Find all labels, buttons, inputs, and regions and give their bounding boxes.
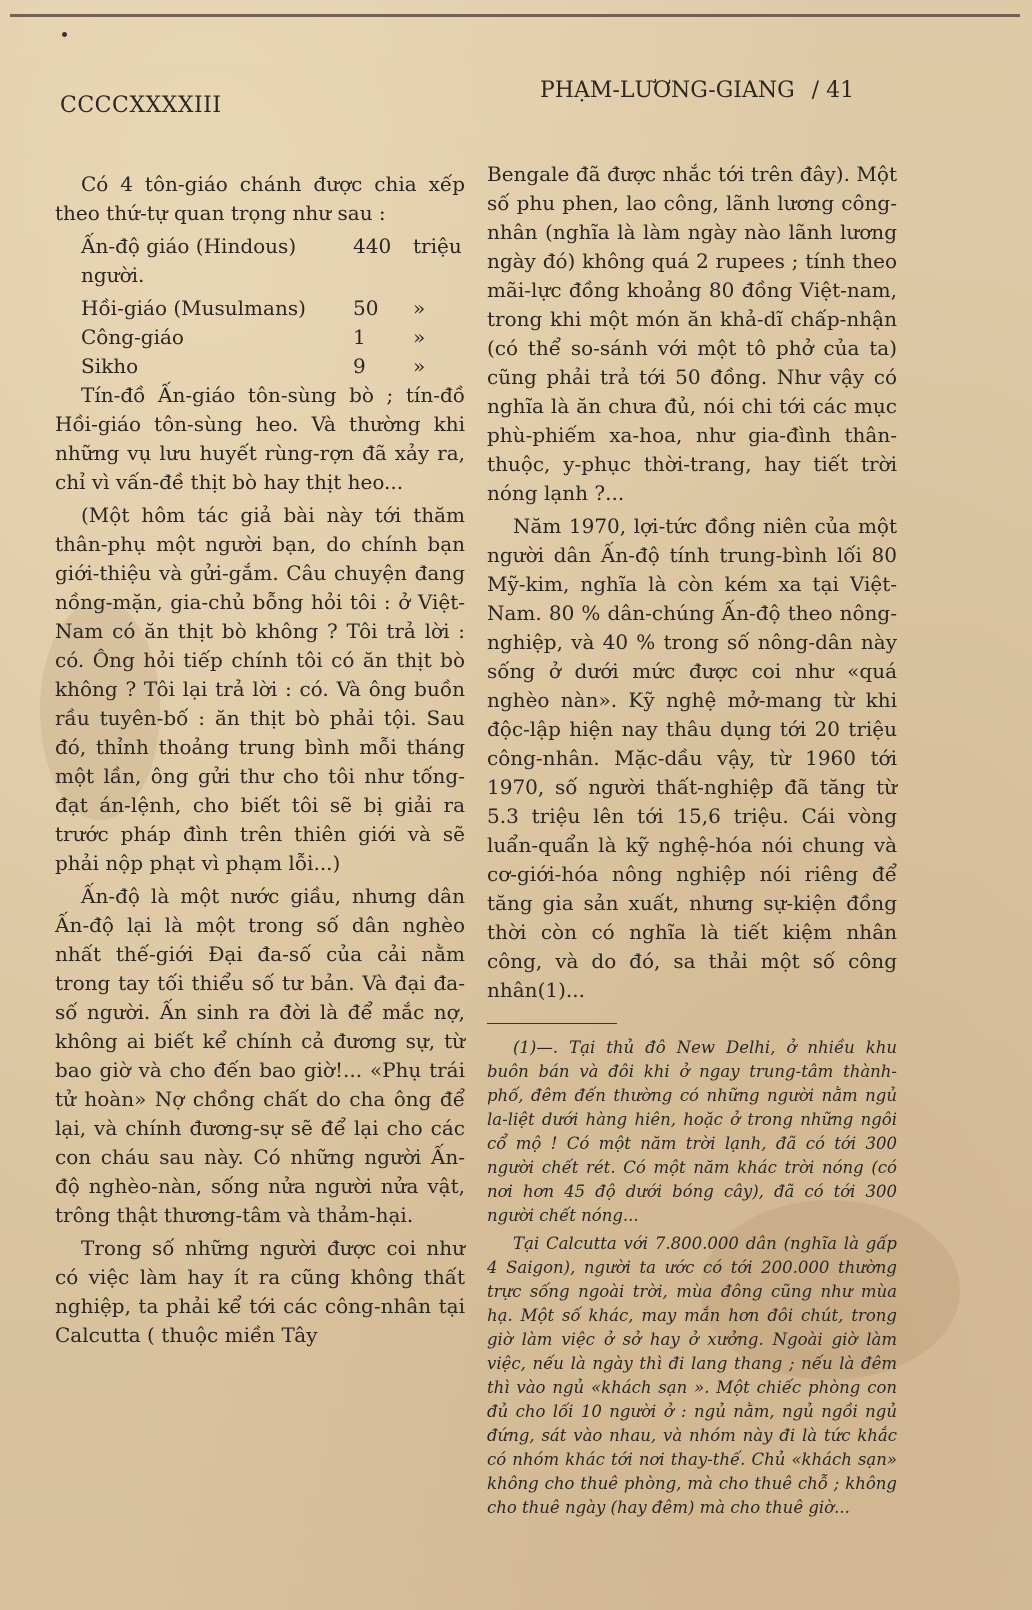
- religion-unit: »: [413, 296, 426, 320]
- religion-unit: »: [413, 325, 426, 349]
- religion-row: [81, 352, 465, 381]
- religion-count: 440: [353, 234, 392, 258]
- religion-name: Ấn-độ giáo (Hindous): [81, 234, 297, 258]
- paragraph: (Một hôm tác giả bài này tới thăm thân-phụ một người bạn, do chính bạn giới-thiệu và gửi-gắm. Câu chuyện đang nồng-mặn, gia-chủ bỗng hỏi tôi : ở Việt-Nam có ăn thịt bò không ? Tôi trả lời : có. Ông hỏi tiếp chính tôi có ăn thịt bò không ? Tôi lại trả lời : có. Và ông buồn rầu tuyên-bố : ăn thịt bò phải tội. Sau đó, thỉnh thoảng trung bình mỗi tháng một lần, ông gửi thư cho tôi như tống-đạt án-lệnh, cho biết tôi sẽ bị giải ra trước pháp đình trên thiên giới và sẽ phải nộp phạt vì phạm lỗi...): [55, 503, 465, 875]
- footnote: Tại Calcutta với 7.800.000 dân (nghĩa là gấp 4 Saigon), người ta ước có tới 200.000 thường trực sống ngoài trời, mùa đông cũng như mùa hạ. Một số khác, may mắn hơn đôi chút, trong giờ làm việc ở sở hay ở xưởng. Ngoài giờ làm việc, nếu là ngày thì đi lang thang ; nếu là đêm thì vào ngủ «khách sạn ». Một chiếc phòng con đủ cho lối 10 người ở : ngủ nằm, ngủ ngồi ngủ đứng, sát vào nhau, và nhóm này đi là tức khắc có nhóm khác tới nơi thay-thế. Chủ «khách sạn» không cho thuê phòng, mà cho thuê chỗ ; không cho thuê ngày (hay đêm) mà cho thuê giờ...: [487, 1234, 897, 1517]
- religion-count: 50: [353, 296, 379, 320]
- religion-name: Sikho: [81, 354, 139, 378]
- paragraph: Bengale đã được nhắc tới trên đây). Một số phu phen, lao công, lãnh lương công-nhân (nghĩa là làm ngày nào lãnh lương ngày đó) không quá 2 rupees ; tính theo mãi-lực đồng khoảng 80 đồng Việt-nam, trong khi một món ăn khả-dĩ chấp-nhận (có thể so-sánh với một tô phở của ta) cũng phải trả tới 50 đồng. Như vậy có nghĩa là ăn chưa đủ, nói chi tới các mục phù-phiếm xa-hoa, như gia-đình thân-thuộc, y-phục thời-trang, hay tiết trời nóng lạnh ?...: [487, 162, 897, 505]
- religion-row: [81, 323, 465, 352]
- left-column: [55, 170, 465, 1354]
- running-header-right: [540, 78, 885, 103]
- religion-row: [81, 232, 465, 261]
- footnote-block: [487, 1036, 897, 1520]
- religion-name: Công-giáo: [81, 325, 184, 349]
- religion-count: 9: [353, 354, 366, 378]
- religion-unit: »: [413, 354, 426, 378]
- footnote-divider: [487, 1023, 617, 1024]
- running-header-left: CCCCXXXXIII: [60, 93, 222, 118]
- religion-unit-cont: người.: [81, 263, 145, 287]
- religion-list: [55, 232, 465, 381]
- page-number: / 41: [811, 78, 855, 103]
- paragraph: Năm 1970, lợi-tức đồng niên của một người dân Ấn-độ tính trung-bình lối 80 Mỹ-kim, nghĩa là còn kém xa tại Việt-Nam. 80 % dân-chúng Ấn-độ theo nông-nghiệp, và 40 % trong số nông-dân này sống ở dưới mức được coi như «quá nghèo nàn». Kỹ nghệ mở-mang từ khi độc-lập hiện nay thâu dụng tới 20 triệu công-nhân. Mặc-dầu vậy, từ 1960 tới 1970, số người thất-nghiệp đã tăng từ 5.3 triệu lên tới 15,6 triệu. Cái vòng luẩn-quẩn là kỹ nghệ-hóa nói chung và cơ-giới-hóa nông nghiệp nói riêng để tăng gia sản xuất, nhưng sự-kiện đồng thời còn có nghĩa là tiết kiệm nhân công, và do đó, sa thải một số công nhân(1)...: [487, 514, 897, 1002]
- header-author: PHẠM-LƯƠNG-GIANG: [540, 78, 795, 103]
- paragraph: Tín-đồ Ấn-giáo tôn-sùng bò ; tín-đồ Hồi-giáo tôn-sùng heo. Và thường khi những vụ lưu huyết rùng-rợn đã xảy ra, chỉ vì vấn-đề thịt bò hay thịt heo...: [55, 383, 465, 494]
- religion-name: Hồi-giáo (Musulmans): [81, 296, 306, 320]
- right-column: [487, 160, 897, 1524]
- ink-dot: [62, 32, 67, 37]
- religion-row: [81, 294, 465, 323]
- top-border-rule: [10, 14, 1020, 17]
- paragraph: Trong số những người được coi như có việc làm hay ít ra cũng không thất nghiệp, ta phải kể tới các công-nhân tại Calcutta ( thuộc miền Tây: [55, 1236, 465, 1347]
- paragraph: Ấn-độ là một nước giầu, nhưng dân Ấn-độ lại là một trong số dân nghèo nhất thế-giới Đại đa-số của cải nằm trong tay tối thiểu số tư bản. Và đại đa-số người. Ấn sinh ra đời là để mắc nợ, không ai biết kể chính cả đương sự, từ bao giờ và cho đến bao giờ!... «Phụ trái tử hoàn» Nợ chồng chất do cha ông để lại, và chính đương-sự sẽ để lại cho các con cháu sau này. Có những người Ấn-độ nghèo-nàn, sống nửa người nửa vật, trông thật thương-tâm và thảm-hại.: [55, 884, 465, 1227]
- religion-unit: triệu: [413, 234, 462, 258]
- footnote: (1)—. Tại thủ đô New Delhi, ở nhiều khu buôn bán và đôi khi ở ngay trung-tâm thành-phố, đêm đến thường có những người nằm ngủ la-liệt dưới hàng hiên, hoặc ở trong những ngôi cổ mộ ! Có một năm trời lạnh, đã có tới 300 người chết rét. Có một năm khác trời nóng (có nơi hơn 45 độ dưới bóng cây), đã có tới 300 người chết nóng...: [487, 1038, 897, 1225]
- religion-count: 1: [353, 325, 366, 349]
- intro-paragraph: Có 4 tôn-giáo chánh được chia xếp theo thứ-tự quan trọng như sau :: [55, 172, 465, 225]
